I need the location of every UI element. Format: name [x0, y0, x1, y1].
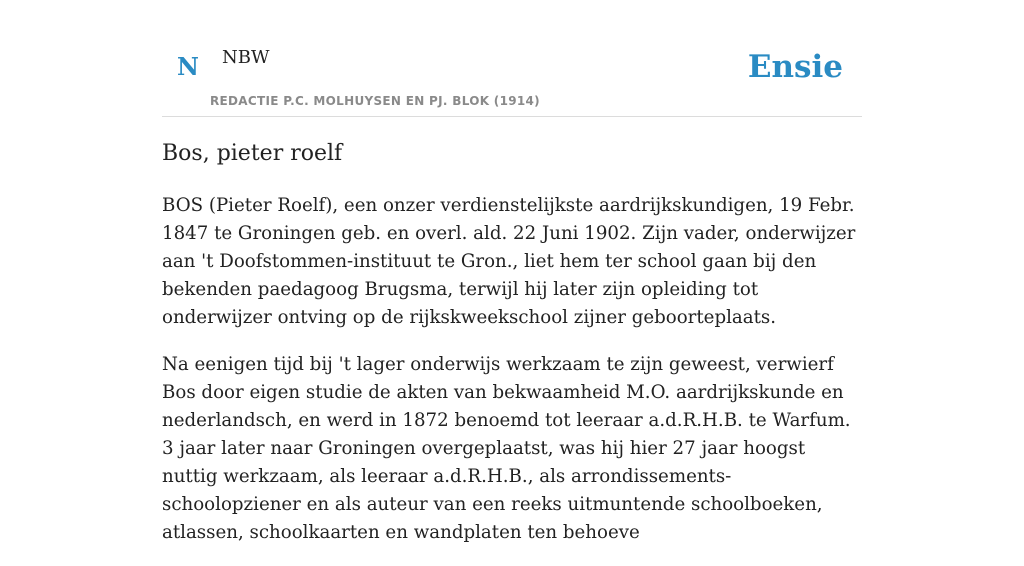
source-name-link[interactable]: NBW [222, 47, 270, 68]
article-paragraph: BOS (Pieter Roelf), een onzer verdienstelijkste aardrijkskundigen, 19 Febr. 1847 te Groningen geb. en overl. ald. 22 Juni 1902. Zijn vader, onderwijzer aan 't Doofstommen-instituut te Gron., liet hem ter school gaan bij den bekenden paedagoog Brugsma, terwijl hij later zijn opleiding tot onderwijzer ontving op de rijkskweekschool zijner geboorteplaats. [162, 195, 856, 328]
source-logo[interactable]: N [177, 52, 199, 81]
source-editors: REDACTIE P.C. MOLHUYSEN EN PJ. BLOK (1914) [210, 94, 540, 108]
article-paragraph: Na eenigen tijd bij 't lager onderwijs werkzaam te zijn geweest, verwierf Bos door eigen studie de akten van bekwaamheid M.O. aardrijkskunde en nederlandsch, en werd in 1872 benoemd tot leeraar a.d.R.H.B. te Warfum. 3 jaar later naar Groningen overgeplaatst, was hij hier 27 jaar hoogst nuttig werkzaam, als leeraar a.d.R.H.B., als arrondissements-schoolopziener en als auteur van een reeks uitmuntende schoolboeken, atlassen, schoolkaarten en wandplaten ten behoeve [162, 354, 851, 543]
source-header [162, 0, 862, 117]
article-title: Bos, pieter roelf [162, 141, 343, 166]
brand-logo-link[interactable]: Ensie [747, 49, 843, 85]
article-body [162, 192, 862, 566]
